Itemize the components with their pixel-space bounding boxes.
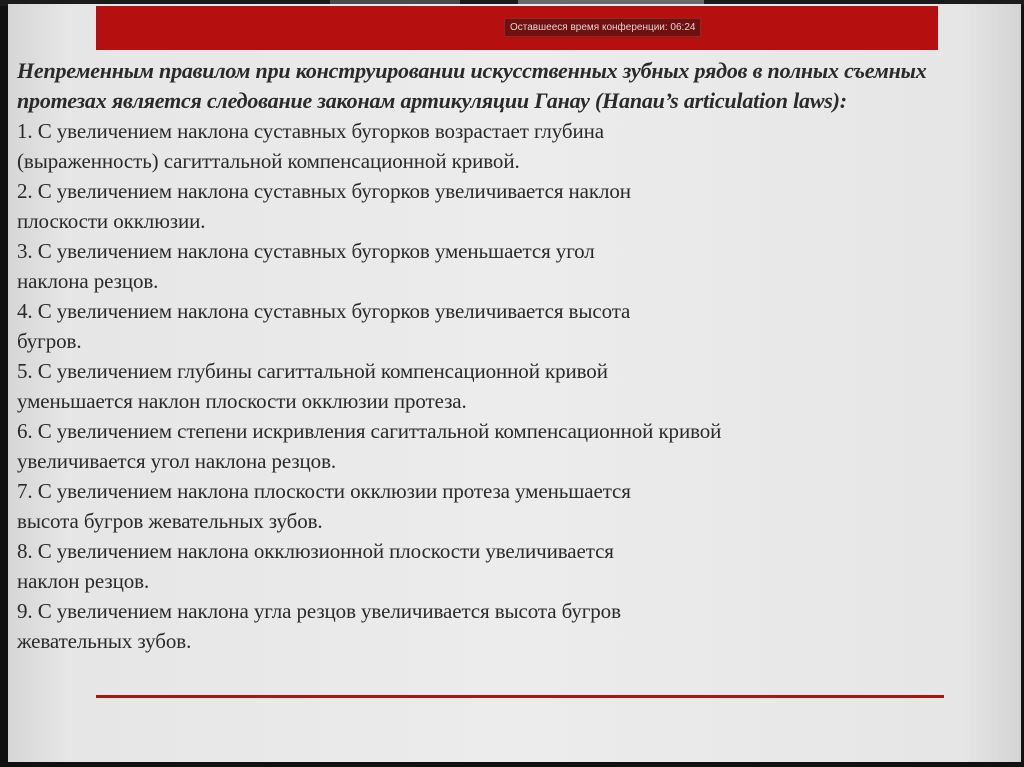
law-line-2: наклон резцов. bbox=[17, 569, 150, 593]
slide-header-band bbox=[96, 6, 938, 50]
law-item bbox=[17, 356, 1007, 416]
law-line-2: уменьшается наклон плоскости окклюзии протеза. bbox=[17, 389, 467, 413]
law-item bbox=[17, 416, 1007, 476]
law-item bbox=[17, 176, 1007, 236]
law-line-2: наклона резцов. bbox=[17, 269, 159, 293]
laws-list bbox=[17, 116, 1007, 656]
law-line-1: 7. С увеличением наклона плоскости окклюзии протеза уменьшается bbox=[17, 479, 631, 503]
law-line-2: бугров. bbox=[17, 329, 82, 353]
law-line-1: 1. С увеличением наклона суставных бугорков возрастает глубина bbox=[17, 119, 605, 143]
law-item bbox=[17, 596, 1007, 656]
law-item bbox=[17, 476, 1007, 536]
law-line-2: (выраженность) сагиттальной компенсационной кривой. bbox=[17, 149, 520, 173]
presentation-slide bbox=[8, 4, 1021, 762]
law-line-1: 4. С увеличением наклона суставных бугорков увеличивается высота bbox=[17, 299, 631, 323]
law-line-1: 3. С увеличением наклона суставных бугорков уменьшается угол bbox=[17, 239, 595, 263]
law-line-2: жевательных зубов. bbox=[17, 629, 192, 653]
slide-bottom-rule bbox=[96, 695, 944, 698]
slide-heading: Непременным правилом при конструировании искусственных зубных рядов в полных съемных протезах является следование законам артикуляции Ганау (Hanau’s articulation laws): bbox=[17, 58, 927, 113]
conference-time-remaining: Оставшееся время конференции: 06:24 bbox=[504, 18, 701, 37]
law-line-1: 8. С увеличением наклона окклюзионной плоскости увеличивается bbox=[17, 539, 614, 563]
law-item bbox=[17, 296, 1007, 356]
law-line-1: 6. С увеличением степени искривления сагиттальной компенсационной кривой bbox=[17, 419, 722, 443]
law-line-1: 9. С увеличением наклона угла резцов увеличивается высота бугров bbox=[17, 599, 621, 623]
law-line-2: увеличивается угол наклона резцов. bbox=[17, 449, 337, 473]
law-line-2: высота бугров жевательных зубов. bbox=[17, 509, 323, 533]
law-item bbox=[17, 236, 1007, 296]
law-line-1: 2. С увеличением наклона суставных бугорков увеличивается наклон bbox=[17, 179, 631, 203]
law-item bbox=[17, 116, 1007, 176]
law-line-1: 5. С увеличением глубины сагиттальной компенсационной кривой bbox=[17, 359, 608, 383]
slide-content bbox=[17, 56, 1007, 656]
law-item bbox=[17, 536, 1007, 596]
law-line-2: плоскости окклюзии. bbox=[17, 209, 206, 233]
